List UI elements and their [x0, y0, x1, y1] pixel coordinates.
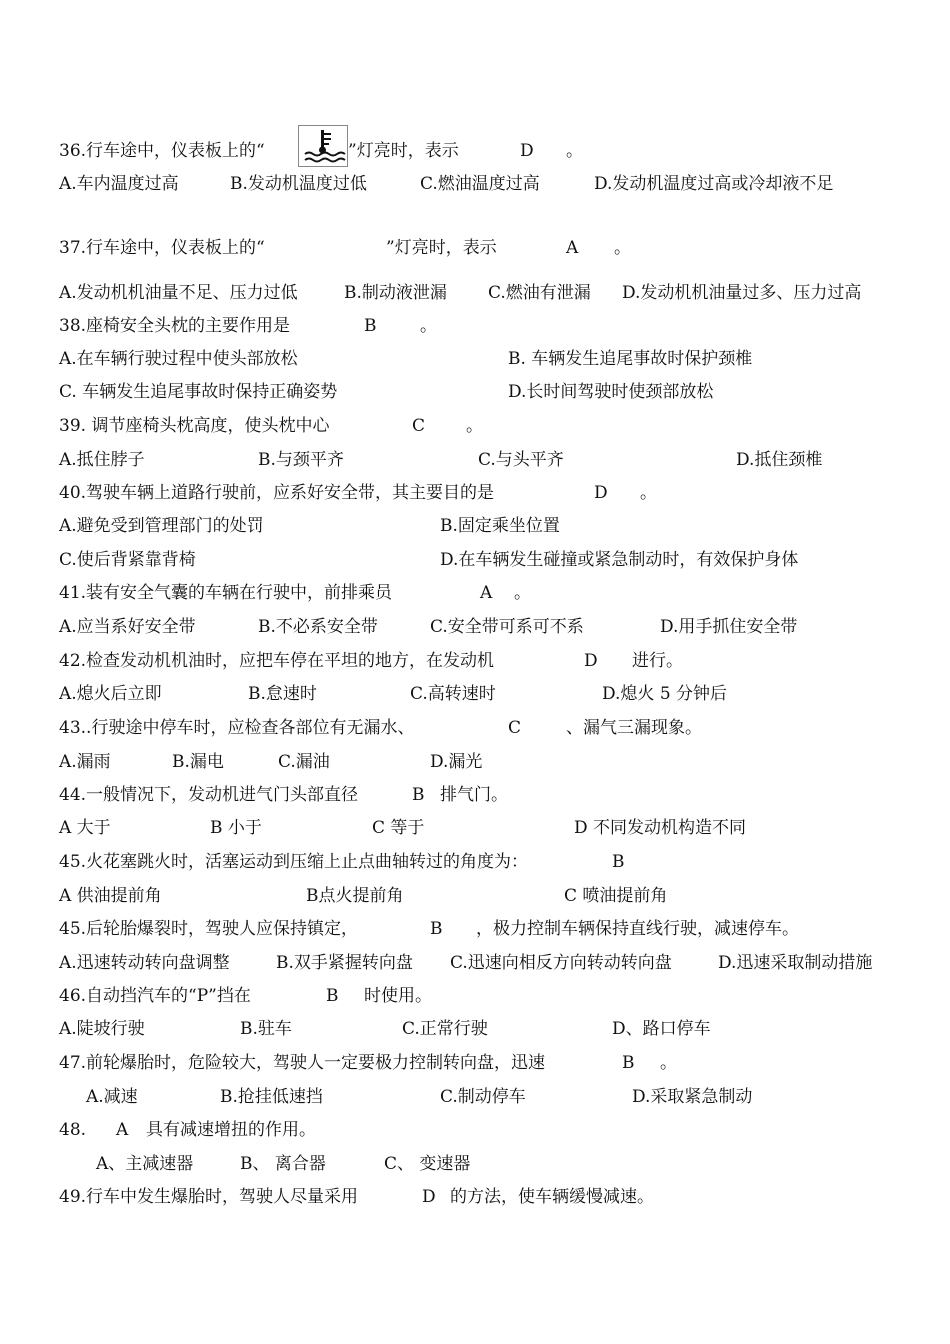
- option-d: D、路口停车: [612, 1019, 711, 1039]
- option-d: D.迅速采取制动措施: [718, 953, 873, 973]
- answer: D: [520, 141, 534, 161]
- option-d: D.熄火 5 分钟后: [602, 684, 728, 704]
- answer: A: [116, 1120, 129, 1140]
- option-a: A.迅速转动转向盘调整: [59, 953, 230, 973]
- question-end: 。: [420, 316, 437, 336]
- option-c: C.正常行驶: [402, 1019, 488, 1039]
- option-b: B点火提前角: [306, 886, 404, 906]
- answer: B: [412, 785, 425, 805]
- question-stem: 48.: [59, 1120, 87, 1140]
- answer: D: [594, 483, 608, 503]
- option-d: D.在车辆发生碰撞或紧急制动时，有效保护身体: [440, 550, 799, 570]
- question-end: 、漏气三漏现象。: [566, 718, 702, 738]
- option-d: D.抵住颈椎: [736, 450, 823, 470]
- question-stem: 37.行车途中，仪表板上的“: [59, 238, 265, 258]
- option-a: A.发动机机油量不足、压力过低: [59, 283, 298, 303]
- answer: C: [508, 718, 522, 738]
- question-stem-continued: ”灯亮时，表示: [386, 238, 497, 258]
- option-a: A.在车辆行驶过程中使头部放松: [59, 349, 298, 369]
- option-a: A.漏雨: [59, 752, 111, 772]
- question-end: 。: [614, 238, 631, 258]
- option-c: C.漏油: [278, 752, 330, 772]
- option-c: C 喷油提前角: [564, 886, 668, 906]
- answer: A: [566, 238, 579, 258]
- option-d: D.发动机机油量过多、压力过高: [622, 283, 862, 303]
- option-d: D.长时间驾驶时使颈部放松: [508, 382, 714, 402]
- answer: B: [612, 852, 625, 872]
- option-b: B.怠速时: [248, 684, 317, 704]
- option-d: D.用手抓住安全带: [660, 617, 798, 637]
- option-c: C.安全带可系可不系: [430, 617, 584, 637]
- option-a: A.避免受到管理部门的处罚: [59, 516, 264, 536]
- option-b: B、 离合器: [240, 1154, 326, 1174]
- option-a: A 供油提前角: [59, 886, 162, 906]
- question-stem: 41.装有安全气囊的车辆在行驶中，前排乘员: [59, 583, 393, 603]
- option-a: A 大于: [59, 818, 111, 838]
- question-end: 进行。: [632, 651, 683, 671]
- option-b: B.驻车: [240, 1019, 292, 1039]
- question-end: 。: [640, 483, 657, 503]
- question-stem: 36.行车途中，仪表板上的“: [59, 141, 265, 161]
- option-b: B.不必系安全带: [258, 617, 378, 637]
- option-c: C 等于: [372, 818, 425, 838]
- option-c: C.燃油有泄漏: [488, 283, 591, 303]
- question-end: 。: [466, 416, 483, 436]
- option-a: A.熄火后立即: [59, 684, 162, 704]
- question-stem: 38.座椅安全头枕的主要作用是: [59, 316, 291, 336]
- question-stem: 49.行车中发生爆胎时，驾驶人尽量采用: [59, 1187, 359, 1207]
- question-stem-continued: ”灯亮时，表示: [348, 141, 459, 161]
- answer: D: [422, 1187, 436, 1207]
- answer: B: [622, 1053, 635, 1073]
- option-d: D.采取紧急制动: [632, 1087, 753, 1107]
- option-c: C.燃油温度过高: [420, 174, 540, 194]
- option-a: A.车内温度过高: [59, 174, 179, 194]
- option-c: C.制动停车: [440, 1087, 526, 1107]
- option-b: B.双手紧握转向盘: [276, 953, 413, 973]
- option-b: B.发动机温度过低: [230, 174, 367, 194]
- option-c: C.使后背紧靠背椅: [59, 550, 196, 570]
- option-a: A、主减速器: [96, 1154, 194, 1174]
- option-a: A.陡坡行驶: [59, 1019, 145, 1039]
- question-stem: 45.后轮胎爆裂时，驾驶人应保持镇定，: [59, 919, 359, 939]
- question-end: 具有减速增扭的作用。: [146, 1120, 316, 1140]
- question-stem: 45.火花塞跳火时，活塞运动到压缩上止点曲轴转过的角度为：: [59, 852, 529, 872]
- option-c: C.与头平齐: [478, 450, 564, 470]
- option-b: B. 车辆发生追尾事故时保护颈椎: [508, 349, 753, 369]
- question-end: 。: [514, 583, 531, 603]
- option-d: D 不同发动机构造不同: [574, 818, 747, 838]
- option-c: C. 车辆发生追尾事故时保持正确姿势: [59, 382, 338, 402]
- answer: B: [430, 919, 443, 939]
- answer: B: [364, 316, 377, 336]
- coolant-temperature-icon: [298, 125, 348, 167]
- answer: C: [412, 416, 426, 436]
- answer: D: [584, 651, 598, 671]
- option-b: B.固定乘坐位置: [440, 516, 560, 536]
- question-end: 的方法，使车辆缓慢减速。: [450, 1187, 654, 1207]
- option-a: A.抵住脖子: [59, 450, 145, 470]
- question-stem: 46.自动挡汽车的“P”挡在: [59, 986, 251, 1006]
- option-b: B.与颈平齐: [258, 450, 344, 470]
- option-c: C.迅速向相反方向转动转向盘: [450, 953, 672, 973]
- option-d: D.漏光: [430, 752, 483, 772]
- question-stem: 42.检查发动机机油时，应把车停在平坦的地方，在发动机: [59, 651, 495, 671]
- question-end: 。: [566, 141, 583, 161]
- question-stem: 43..行驶途中停车时，应检查各部位有无漏水、: [59, 718, 415, 738]
- option-b: B.漏电: [172, 752, 224, 772]
- option-b: B.抢挂低速挡: [220, 1087, 323, 1107]
- option-d: D.发动机温度过高或冷却液不足: [594, 174, 834, 194]
- question-end: 排气门。: [440, 785, 508, 805]
- option-c: C、 变速器: [384, 1154, 471, 1174]
- question-stem: 47.前轮爆胎时，危险较大，驾驶人一定要极力控制转向盘，迅速: [59, 1053, 546, 1073]
- option-c: C.高转速时: [410, 684, 496, 704]
- answer: A: [480, 583, 493, 603]
- option-a: A.减速: [86, 1087, 138, 1107]
- question-end: ，极力控制车辆保持直线行驶，减速停车。: [476, 919, 799, 939]
- question-stem: 39. 调节座椅头枕高度，使头枕中心: [59, 416, 330, 436]
- question-stem: 44.一般情况下，发动机进气门头部直径: [59, 785, 359, 805]
- option-b: B.制动液泄漏: [344, 283, 447, 303]
- question-end: 。: [660, 1053, 677, 1073]
- answer: B: [326, 986, 339, 1006]
- question-stem: 40.驾驶车辆上道路行驶前，应系好安全带，其主要目的是: [59, 483, 495, 503]
- question-end: 时使用。: [364, 986, 432, 1006]
- option-b: B 小于: [210, 818, 262, 838]
- option-a: A.应当系好安全带: [59, 617, 196, 637]
